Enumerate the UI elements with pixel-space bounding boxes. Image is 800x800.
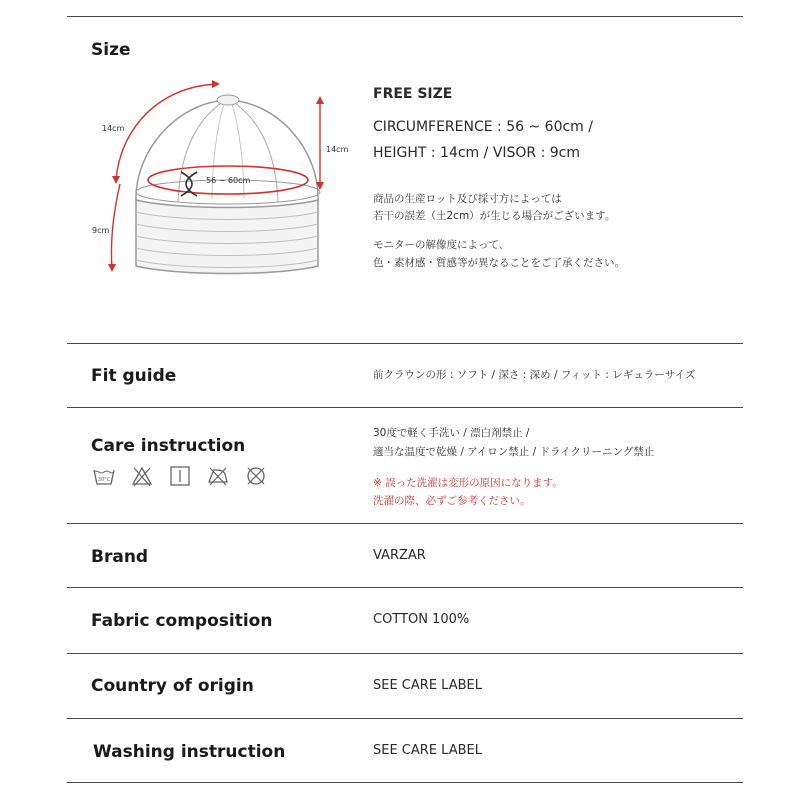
care-line1: 30度で軽く手洗い / 漂白剤禁止 /: [373, 427, 530, 439]
care-warning-line2: 洗濯の際、必ずご参考ください。: [373, 495, 531, 507]
hat-seam-right: [236, 104, 278, 202]
fit-guide-label: Fit guide: [91, 366, 177, 386]
divider-care: [67, 523, 743, 524]
height-label: 14cm: [326, 145, 348, 154]
divider-fit: [67, 407, 743, 408]
size-label: Size: [91, 40, 131, 60]
size-spec-line1: CIRCUMFERENCE : 56 ~ 60cm /: [373, 119, 593, 135]
washing-value: SEE CARE LABEL: [373, 743, 482, 758]
hand-wash-30-icon: [93, 465, 115, 487]
brand-value: VARZAR: [373, 548, 426, 563]
monitor-note-line1: モニターの解像度によって、: [373, 239, 510, 251]
no-iron-icon: [207, 465, 229, 487]
hat-seam-left: [178, 104, 220, 202]
fit-guide-value: 前クラウンの形 : ソフト / 深さ : 深め / フィット : レギュラーサイズ: [373, 369, 696, 381]
fabric-value: COTTON 100%: [373, 612, 470, 627]
divider-fabric: [67, 653, 743, 654]
care-label: Care instruction: [91, 436, 246, 456]
visor-arrow-bottom: [108, 264, 116, 272]
tumble-dry-icon: [169, 465, 191, 487]
crown-arc-arrow-bottom: [112, 176, 120, 184]
crown-arc-arrow-top: [212, 80, 220, 88]
divider-top: [67, 16, 743, 17]
divider-origin: [67, 718, 743, 719]
divider-brand: [67, 587, 743, 588]
washing-label: Washing instruction: [93, 742, 286, 762]
brand-label: Brand: [91, 547, 149, 567]
crown-arc-dimension: [116, 84, 218, 180]
hat-button: [217, 95, 239, 105]
origin-label: Country of origin: [91, 676, 254, 696]
care-line2: 適当な温度で乾燥 / アイロン禁止 / ドライクリーニング禁止: [373, 446, 655, 458]
visor-label: 9cm: [92, 226, 110, 235]
hat-brim: [136, 200, 318, 274]
circumference-label: 56 ~ 60cm: [206, 176, 251, 185]
care-warning-line1: ※ 誤った洗濯は変形の原因になります。: [373, 477, 563, 489]
divider-size: [67, 343, 743, 344]
divider-bottom: [67, 782, 743, 783]
hat-crown-outline: [136, 100, 318, 202]
visor-dimension: [111, 184, 120, 268]
no-dry-clean-icon: [245, 465, 267, 487]
no-bleach-icon: [131, 465, 153, 487]
size-note-line2: 若干の誤差（土2cm）が生じる場合がございます。: [373, 210, 616, 222]
fabric-label: Fabric composition: [91, 611, 273, 631]
hat-size-diagram: [88, 80, 348, 280]
monitor-note-line2: 色・素材感・質感等が異なることをご了承ください。: [373, 257, 625, 269]
care-icon-row: [93, 465, 267, 487]
free-size-title: FREE SIZE: [373, 86, 453, 102]
svg-text:30°C: 30°C: [97, 477, 111, 483]
origin-value: SEE CARE LABEL: [373, 678, 482, 693]
height-arrow-top: [316, 96, 324, 104]
size-spec-line2: HEIGHT : 14cm / VISOR : 9cm: [373, 145, 581, 161]
size-note-line1: 商品の生産ロット及び採寸方によっては: [373, 193, 562, 205]
crown-arc-label: 14cm: [102, 124, 125, 133]
